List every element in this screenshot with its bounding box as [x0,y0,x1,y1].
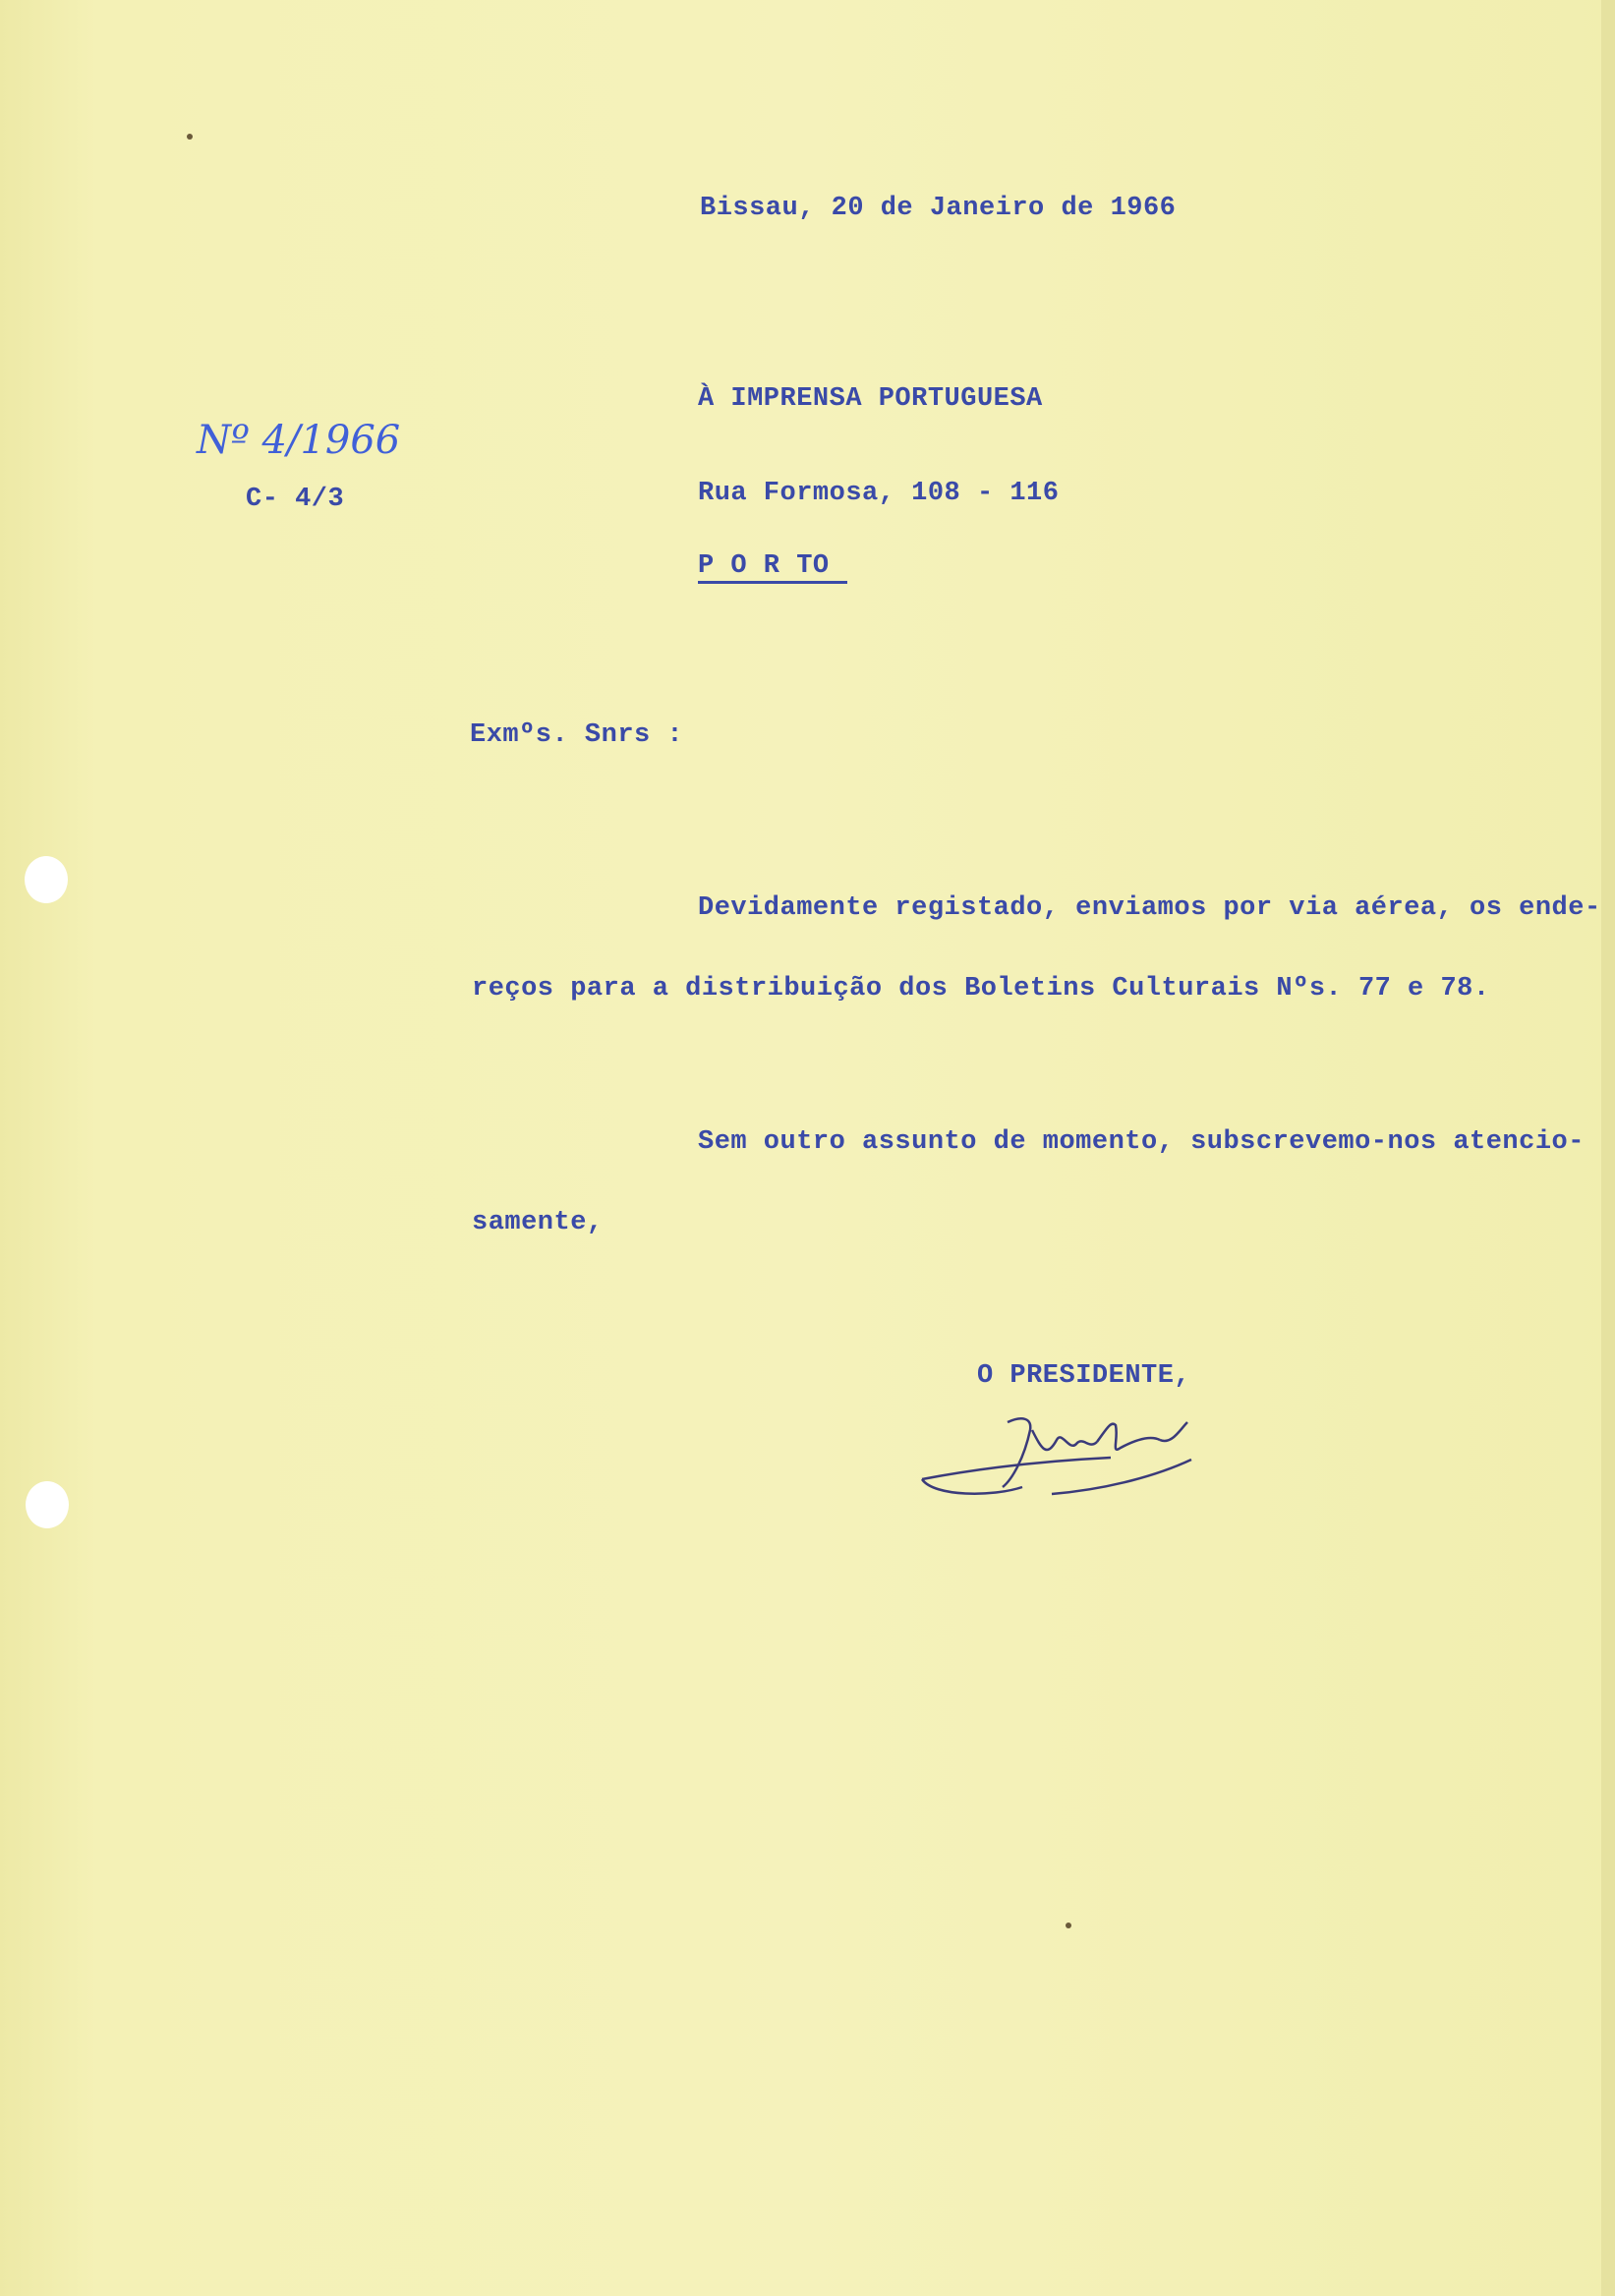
punch-hole-top [25,856,68,903]
closing-title: O PRESIDENTE, [977,1361,1191,1391]
ink-speck [1066,1923,1071,1928]
body-paragraph-2-line-2: samente, [472,1208,604,1237]
handwritten-ref-number: Nº 4/1966 [197,418,401,463]
handwritten-signature [914,1401,1209,1509]
ink-speck [187,134,193,140]
city-underline [698,581,847,584]
ref-code: C- 4/3 [246,485,345,514]
punch-hole-bottom [26,1481,69,1528]
paper-edge [1601,0,1615,2296]
body-paragraph-1-line-2: reços para a distribuição dos Boletins Culturais Nºs. 77 e 78. [472,974,1490,1004]
salutation: Exmºs. Snrs : [470,720,684,750]
body-paragraph-2-line-1: Sem outro assunto de momento, subscrevemo-nos atencio- [698,1127,1585,1157]
recipient-name: À IMPRENSA PORTUGUESA [698,384,1043,414]
body-paragraph-1-line-1: Devidamente registado, enviamos por via aérea, os ende- [698,893,1601,923]
recipient-street: Rua Formosa, 108 - 116 [698,479,1060,508]
date-line: Bissau, 20 de Janeiro de 1966 [700,194,1177,223]
recipient-city: P O R TO [698,551,830,581]
